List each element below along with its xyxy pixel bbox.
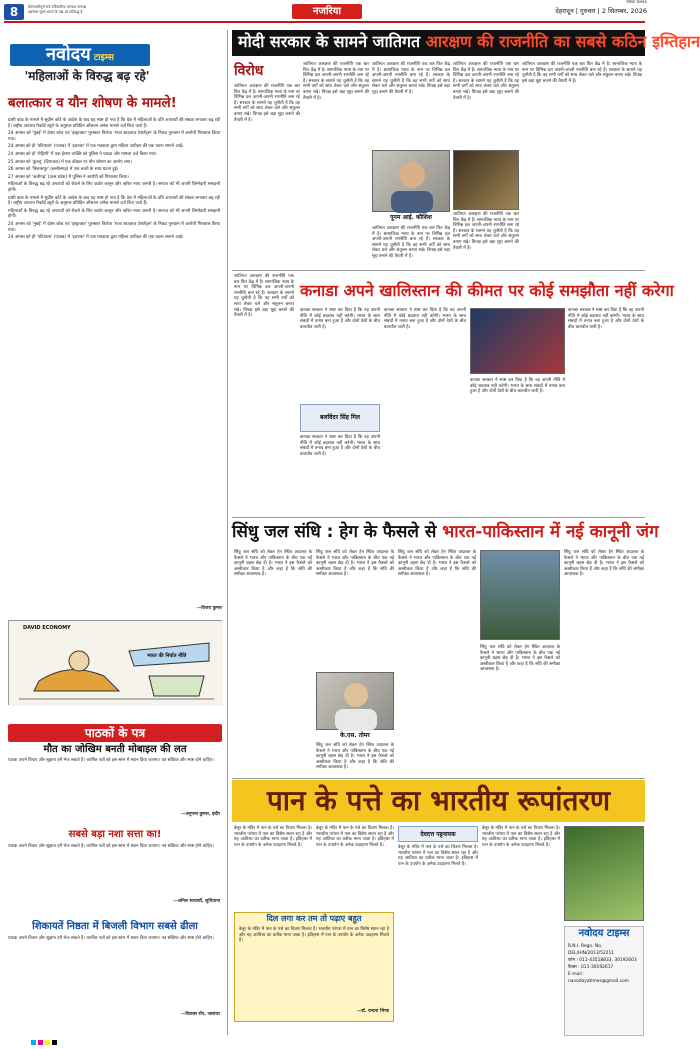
headline-part: सिंधु जल संधि : हेग के फैसले से [232,522,437,542]
headline-highlight: आरक्षण की राजनीति का सबसे कठिन इम्तिहान [425,32,700,51]
article-1-photo [453,150,519,210]
letter-2-body: पाठक अपने विचार और सुझाव हमें भेज सकते हैं। चयनित पत्रों को इस स्तंभ में स्थान दिया जाएगा। पत्र संक्षिप्त और स्पष्ट होने चाहिए। [8,844,214,849]
poem-box [234,912,394,1022]
series-title: 'महिलाओं के विरुद्ध बढ़ रहे' [24,69,150,83]
article-3-col-2: सिंधु जल संधि को लेकर हेग स्थित अदालत के फैसले ने भारत और पाकिस्तान के बीच एक नई कानूनी बहस छेड़ दी है। भारत ने इस फैसले को अस्वीकार किया है और कहा है कि संधि की समीक्षा आवश्यक है। [316,550,394,578]
letter-1-body: पाठक अपने विचार और सुझाव हमें भेज सकते हैं। चयनित पत्रों को इस स्तंभ में स्थान दिया जाएगा। पत्र संक्षिप्त और स्पष्ट होने चाहिए। [8,758,214,763]
letter-3-author: —विकास रॉय, जालंधर [180,1012,220,1017]
article-3-col-3: सिंधु जल संधि को लेकर हेग स्थित अदालत के फैसले ने भारत और पाकिस्तान के बीच एक नई कानूनी बहस छेड़ दी है। भारत ने इस फैसले को अस्वीकार किया है और कहा है कि संधि की समीक्षा आवश्यक है। [398,550,476,578]
letter-1-headline: मौत का जोखिम बनती मोबाइल की लत [43,744,187,755]
cartoon-drawing [9,621,223,706]
author-name: बलविंदर सिंह गिल [320,414,360,421]
byline: —विजय कुमार [196,606,222,611]
cyan-swatch [31,1040,36,1045]
article-3-headline [232,520,659,546]
poem-body: बेलूर के मंदिर में पान के पत्ते का चित्रण मिलता है। भारतीय परंपरा में पान का विशेष स्थान रहा है और यह आतिथ्य का प्रतीक माना जाता है। इतिहास में पान के उपयोग के अनेक उदाहरण मिलते हैं। [239,927,389,944]
body-para: 24 अगस्त को 'मुंबई' में दोस्त कोच एवं 'इंस्ट्राक्टर' पुरस्कार विजेता 'राजा शाहबाज़ टेस्टरेंट्स' के निकट गुरुग्राम में आरोपी गिरफ्तार किया गया। [8,221,220,233]
yellow-swatch [45,1040,50,1045]
cartoon [8,620,222,705]
body-para: 24 अगस्त को ही 'रोहिणी' में एक ईशान व्यक्ति को पुलिस ने पकड़ा और मामला दर्ज किया गया। [8,151,157,157]
article-2-col-2: कनाडा सरकार ने स्पष्ट कर दिया है कि वह अपनी नीति में कोई बदलाव नहीं करेगी। भारत के साथ संबंधों में तनाव बना हुआ है और दोनों देशों के बीच बातचीत जारी है। [384,308,466,330]
article-4-col-2: बेलूर के मंदिर में पान के पत्ते का चित्रण मिलता है। भारतीय परंपरा में पान का विशेष स्थान रहा है और यह आतिथ्य का प्रतीक माना जाता है। इतिहास में पान के उपयोग के अनेक उदाहरण मिलते हैं। [316,826,394,848]
letter-2-author: —अनिल सत्यार्थी, लुधियाना [172,899,220,904]
body-para: 26 अगस्त को 'बिलासपुर' (छत्तीसगढ़) में एक बच्ची के साथ घटना हुई। [8,167,119,173]
article-prev-col: जातिगत आरक्षण की राजनीति एक बार फिर केंद्र में है। सामाजिक न्याय के नाम पर विभिन्न दल अपनी-अपनी रणनीति बना रहे हैं। सरकार के सामने यह चुनौती है कि वह सभी वर्गों को साथ लेकर चले और संतुलन बनाए रखे। विपक्ष इसे बड़ा मुद्दा बनाने की तैयारी में है। [234,274,294,319]
divider [232,778,645,779]
contact-box [564,926,644,1036]
header-rule [4,21,645,23]
cartoon-label: भारत की निर्यात नीति [147,653,187,659]
contact-lines [565,941,643,987]
headline-highlight: भारत-पाकिस्तान में नई कानूनी जंग [442,522,659,542]
headline-left: बलात्कार व यौन शोषण के मामले! [8,95,177,111]
article-3-col-2b: सिंधु जल संधि को लेकर हेग स्थित अदालत के फैसले ने भारत और पाकिस्तान के बीच एक नई कानूनी बहस छेड़ दी है। भारत ने इस फैसले को अस्वीकार किया है और कहा है कि संधि की समीक्षा आवश्यक है। [316,743,394,771]
article-2-col-1b: कनाडा सरकार ने स्पष्ट कर दिया है कि वह अपनी नीति में कोई बदलाव नहीं करेगी। भारत के साथ संबंधों में तनाव बना हुआ है और दोनों देशों के बीच बातचीत जारी है। [300,435,380,457]
contact-line: फोन : 011-43518833, 30192603 [568,958,637,963]
article-3-col-1: सिंधु जल संधि को लेकर हेग स्थित अदालत के फैसले ने भारत और पाकिस्तान के बीच एक नई कानूनी बहस छेड़ दी है। भारत ने इस फैसले को अस्वीकार किया है और कहा है कि संधि की समीक्षा आवश्यक है। [234,550,312,578]
columnist-box [398,826,478,842]
contact-brand: नवोदय टाइम्स [578,928,630,939]
divider [232,270,645,271]
article-4-col-3: बेलूर के मंदिर में पान के पत्ते का चित्रण मिलता है। भारतीय परंपरा में पान का विशेष स्थान रहा है और यह आतिथ्य का प्रतीक माना जाता है। इतिहास में पान के उपयोग के अनेक उदाहरण मिलते हैं। [398,845,478,867]
author-photo [316,672,394,730]
contact-line: R.N.I. Regn. No. DEL/HIN/2013/52211 [568,944,615,956]
article-4-col-4: बेलूर के मंदिर में पान के पत्ते का चित्रण मिलता है। भारतीय परंपरा में पान का विशेष स्थान रहा है और यह आतिथ्य का प्रतीक माना जाता है। इतिहास में पान के उपयोग के अनेक उदाहरण मिलते हैं। [482,826,560,848]
section-label: नजरिया [292,4,362,19]
masthead-brand: नवोदय [46,44,91,65]
tagline-1: ईमानदारीपूर्ण सर्व पत्रिकारिता जनपक्ष जनपक्ष [28,5,87,9]
author-name: पूनम आई. कौशिश [390,214,432,221]
article-2-col-4: कनाडा सरकार ने स्पष्ट कर दिया है कि वह अपनी नीति में कोई बदलाव नहीं करेगी। भारत के साथ संबंधों में तनाव बना हुआ है और दोनों देशों के बीच बातचीत जारी है। [568,308,644,330]
magenta-swatch [38,1040,43,1045]
poem-author: —डॉ. वन्दना भिण्ड [356,1009,389,1014]
paan-leaf-photo [564,826,644,921]
letter-3-headline: शिकायतें निष्ठता में बिजली विभाग सबसे ढीला [32,921,198,932]
body-para: 24 अगस्त को 'मुंबई' में दोस्त कोच एवं 'इंस्ट्राक्टर' पुरस्कार विजेता 'राजा शाहबाज़ टेस्टरेंट्स' के निकट गुरुग्राम में आरोपी गिरफ्तार किया गया। [8,131,220,142]
article-2-col-1: कनाडा सरकार ने स्पष्ट कर दिया है कि वह अपनी नीति में कोई बदलाव नहीं करेगी। भारत के साथ संबंधों में तनाव बना हुआ है और दोनों देशों के बीच बातचीत जारी है। [300,308,380,330]
page-number: 8 [4,4,24,20]
letter-1-author: —अनुपमा कुमार, इंदौर [180,812,220,817]
dam-photo [480,550,560,640]
article-1-col-2: जातिगत आरक्षण की राजनीति एक बार फिर केंद्र में है। सामाजिक न्याय के नाम पर विभिन्न दल अपनी-अपनी रणनीति बना रहे हैं। सरकार के सामने यह चुनौती है कि वह सभी वर्गों को साथ लेकर चले और संतुलन बनाए रखे। विपक्ष इसे बड़ा मुद्दा बनाने की तैयारी में है। [303,62,369,101]
masthead [10,44,150,66]
portrait-graphic [317,673,395,731]
masthead-sub: टाइम्स [93,53,114,63]
article-2-photo [470,308,565,374]
article-1-col-4: जातिगत आरक्षण की राजनीति एक बार फिर केंद्र में है। सामाजिक न्याय के नाम पर विभिन्न दल अपनी-अपनी रणनीति बना रहे हैं। सरकार के सामने यह चुनौती है कि वह सभी वर्गों को साथ लेकर चले और संतुलन बनाए रखे। विपक्ष इसे बड़ा मुद्दा बनाने की तैयारी में है। [453,62,519,101]
body-para: प्रांशी कांड के मामले में सुप्रीम कोर्ट के आदेश के बाद यह स्पष्ट हो गया है कि देश में महिलाओं के प्रति अपराधों की संख्या लगातार बढ़ रही है। राष्ट्रीय अपराध रिकॉर्ड ब्यूरो के अनुसार प्रतिदिन औसतन अनेक मामले दर्ज किए जाते हैं। [8,118,220,129]
column-divider [227,30,228,1035]
author-photo [372,150,450,212]
letter-2-headline: सबसे बड़ा नशा सत्ता का! [68,829,162,840]
letter-3-body: पाठक अपने विचार और सुझाव हमें भेज सकते हैं। चयनित पत्रों को इस स्तंभ में स्थान दिया जाएगा। पत्र संक्षिप्त और स्पष्ट होने चाहिए। [8,936,214,941]
paper-url: नवोदय TIMES [626,0,647,4]
letters-bar: पाठकों के पत्र [8,724,222,742]
article-3-col-4: सिंधु जल संधि को लेकर हेग स्थित अदालत के फैसले ने भारत और पाकिस्तान के बीच एक नई कानूनी बहस छेड़ दी है। भारत ने इस फैसले को अस्वीकार किया है और कहा है कि संधि की समीक्षा आवश्यक है। [480,645,560,673]
article-1-col-3: जातिगत आरक्षण की राजनीति एक बार फिर केंद्र में है। सामाजिक न्याय के नाम पर विभिन्न दल अपनी-अपनी रणनीति बना रहे हैं। सरकार के सामने यह चुनौती है कि वह सभी वर्गों को साथ लेकर चले और संतुलन बनाए रखे। विपक्ष इसे बड़ा मुद्दा बनाने की तैयारी में है। [372,62,450,95]
body-para: 24 अगस्त को ही 'पटियाला' (पंजाब) में 'इतवारा' में एक मतदाता द्वारा महिला उत्पीड़न की एक घटना सामने आई। [8,144,184,150]
tagline-2: भ्रष्टाचार मुक्त भारत के पक्ष-धर प्रतिबद्ध है [28,10,83,14]
article-4-col-1: बेलूर के मंदिर में पान के पत्ते का चित्रण मिलता है। भारतीय परंपरा में पान का विशेष स्थान रहा है और यह आतिथ्य का प्रतीक माना जाता है। इतिहास में पान के उपयोग के अनेक उदाहरण मिलते हैं। [234,826,312,848]
contact-line: E-mail : navodayatimes@gmail.com [568,972,630,984]
article-1-kicker: विरोध [234,63,264,79]
contact-line: फैक्स : 011-30192617 [568,965,614,970]
headline-part: मोदी सरकार के सामने जातिगत [238,32,421,51]
article-2-headline: कनाडा अपने खालिस्तान की कीमत पर कोई समझौता नहीं करेगा [300,281,674,300]
body-para: 27 अगस्त को 'अलीगढ़' (उत्तर प्रदेश) में पुलिस ने आरोपी को गिरफ्तार किया। [8,174,129,180]
article-1-col-5: जातिगत आरक्षण की राजनीति एक बार फिर केंद्र में है। सामाजिक न्याय के नाम पर विभिन्न दल अपनी-अपनी रणनीति बना रहे हैं। सरकार के सामने यह चुनौती है कि वह सभी वर्गों को साथ लेकर चले और संतुलन बनाए रखे। विपक्ष इसे बड़ा मुद्दा बनाने की तैयारी में है। [522,62,642,84]
columnist-name: देवदत्त पट्टनायक [420,831,456,838]
left-article-body [8,118,220,478]
author-box [300,404,380,432]
article-1-headline [232,30,700,56]
article-1-col-1: जातिगत आरक्षण की राजनीति एक बार फिर केंद्र में है। सामाजिक न्याय के नाम पर विभिन्न दल अपनी-अपनी रणनीति बना रहे हैं। सरकार के सामने यह चुनौती है कि वह सभी वर्गों को साथ लेकर चले और संतुलन बनाए रखे। विपक्ष इसे बड़ा मुद्दा बनाने की तैयारी में है। [234,84,300,123]
portrait-graphic [373,151,451,213]
dateline: देहरादून | गुरुवार | 2 सितम्बर, 2026 [555,7,647,15]
body-para: महिलाओं के विरुद्ध बढ़ रहे अपराधों को रोकने के लिए कठोर कानून और त्वरित न्याय जरूरी है। समाज को भी अपनी जिम्मेदारी समझनी होगी। [8,182,220,193]
article-4-headline: पान के पत्ते का भारतीय रूपांतरण [232,780,645,822]
article-1-col-3b: जातिगत आरक्षण की राजनीति एक बार फिर केंद्र में है। सामाजिक न्याय के नाम पर विभिन्न दल अपनी-अपनी रणनीति बना रहे हैं। सरकार के सामने यह चुनौती है कि वह सभी वर्गों को साथ लेकर चले और संतुलन बनाए रखे। विपक्ष इसे बड़ा मुद्दा बनाने की तैयारी में है। [372,226,450,259]
article-1-col-4b: जातिगत आरक्षण की राजनीति एक बार फिर केंद्र में है। सामाजिक न्याय के नाम पर विभिन्न दल अपनी-अपनी रणनीति बना रहे हैं। सरकार के सामने यह चुनौती है कि वह सभी वर्गों को साथ लेकर चले और संतुलन बनाए रखे। विपक्ष इसे बड़ा मुद्दा बनाने की तैयारी में है। [453,212,519,251]
body-para: प्रांशी कांड के मामले में सुप्रीम कोर्ट के आदेश के बाद यह स्पष्ट हो गया है कि देश में महिलाओं के प्रति अपराधों की संख्या लगातार बढ़ रही है। राष्ट्रीय अपराध रिकॉर्ड ब्यूरो के अनुसार प्रतिदिन औसतन अनेक मामले दर्ज किए जाते हैं। [8,195,220,207]
registration-marks [30,1030,110,1038]
author-name: के.एस. तोमर [340,732,370,739]
body-para: 25 अगस्त को 'कुल्लू' (हिमाचल) में एक डॉक्टर पर यौन शोषण का आरोप लगा। [8,159,132,165]
poem-title: दिल लगा कर तम तो पढ़ाए बहुत [266,914,362,923]
cartoon-label: DAVID ECONOMY [23,625,71,631]
article-3-col-5: सिंधु जल संधि को लेकर हेग स्थित अदालत के फैसले ने भारत और पाकिस्तान के बीच एक नई कानूनी बहस छेड़ दी है। भारत ने इस फैसले को अस्वीकार किया है और कहा है कि संधि की समीक्षा आवश्यक है। [564,550,644,578]
black-swatch [52,1040,57,1045]
divider [232,517,645,518]
body-para: महिलाओं के विरुद्ध बढ़ रहे अपराधों को रोकने के लिए कठोर कानून और त्वरित न्याय जरूरी है। समाज को भी अपनी जिम्मेदारी समझनी होगी। [8,208,220,220]
body-para: 24 अगस्त को ही 'पटियाला' (पंजाब) में 'इतवारा' में एक मतदाता द्वारा महिला उत्पीड़न की एक घटना सामने आई। [8,235,184,241]
article-2-col-3: कनाडा सरकार ने स्पष्ट कर दिया है कि वह अपनी नीति में कोई बदलाव नहीं करेगी। भारत के साथ संबंधों में तनाव बना हुआ है और दोनों देशों के बीच बातचीत जारी है। [470,378,565,395]
